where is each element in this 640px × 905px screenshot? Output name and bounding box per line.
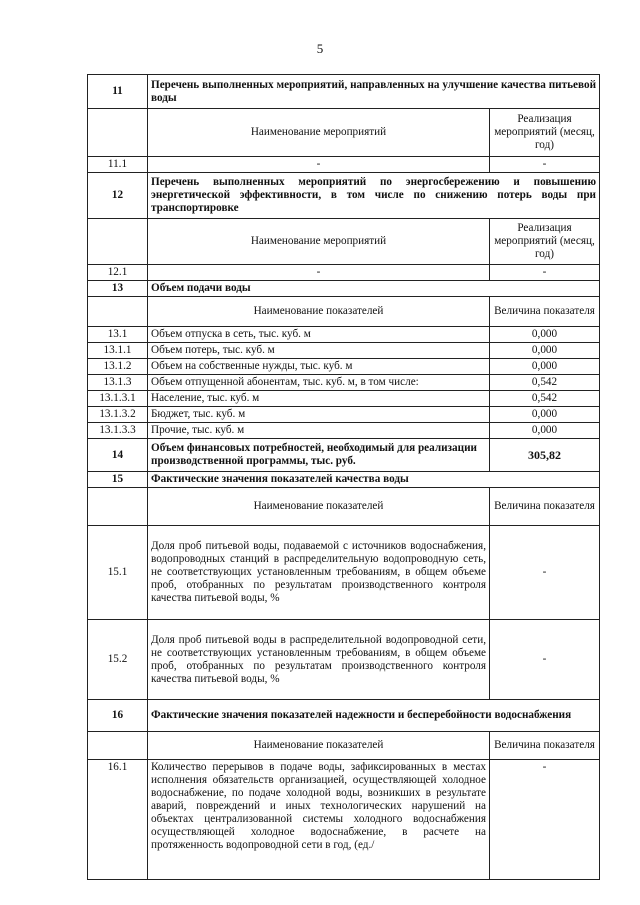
table-row xyxy=(88,620,600,700)
section-title: Фактические значения показателей надежности и бесперебойности водоснабжения xyxy=(148,700,600,732)
row-value: - xyxy=(490,265,600,281)
section-title: Объем подачи воды xyxy=(148,281,600,297)
row-number: 12.1 xyxy=(88,265,148,281)
row-name: - xyxy=(148,265,490,281)
table-row xyxy=(88,157,600,173)
row-value: 0,000 xyxy=(490,359,600,375)
section-number: 14 xyxy=(88,439,148,472)
row-name: Прочие, тыс. куб. м xyxy=(148,423,490,439)
program-table xyxy=(87,74,600,880)
row-number: 13.1 xyxy=(88,327,148,343)
section-number: 11 xyxy=(88,75,148,109)
section-title: Объем финансовых потребностей, необходимый для реализации производственной программы, тыс. руб. xyxy=(148,439,490,472)
row-number: 15.1 xyxy=(88,526,148,620)
row-value: 0,000 xyxy=(490,343,600,359)
section-13-header-row xyxy=(88,297,600,327)
row-name: Население, тыс. куб. м xyxy=(148,391,490,407)
row-value: 0,000 xyxy=(490,407,600,423)
row-value: - xyxy=(490,620,600,700)
row-value: 0,542 xyxy=(490,391,600,407)
row-number: 13.1.2 xyxy=(88,359,148,375)
section-11-title-row xyxy=(88,75,600,109)
section-12-header-row xyxy=(88,219,600,265)
section-number: 15 xyxy=(88,472,148,488)
row-name: Бюджет, тыс. куб. м xyxy=(148,407,490,423)
row-number: 16.1 xyxy=(88,760,148,880)
table-row xyxy=(88,343,600,359)
row-number: 13.1.3.1 xyxy=(88,391,148,407)
section-11-header-row xyxy=(88,109,600,157)
row-number: 15.2 xyxy=(88,620,148,700)
column-header-value: Величина показателя xyxy=(490,297,600,327)
row-value: 0,542 xyxy=(490,375,600,391)
section-16-header-row xyxy=(88,732,600,760)
section-12-title-row xyxy=(88,173,600,219)
section-16-title-row xyxy=(88,700,600,732)
section-15-title-row xyxy=(88,472,600,488)
section-13-title-row xyxy=(88,281,600,297)
column-header-value: Реализация мероприятий (месяц, год) xyxy=(490,109,600,157)
table-row xyxy=(88,359,600,375)
row-number: 13.1.3.2 xyxy=(88,407,148,423)
row-value: - xyxy=(490,157,600,173)
row-number: 13.1.1 xyxy=(88,343,148,359)
table-row xyxy=(88,265,600,281)
row-name: Количество перерывов в подаче воды, зафиксированных в местах исполнения обязательств организацией, осуществляющей холодное водоснабжение, по подаче холодной воды, возникших в результате аварий, повреждений и иных технологических нарушений на объектах централизованной системы холодного водоснабжения осуществляющей холодное водоснабжение, в расчете на протяженность водопроводной сети в год, (ед./ xyxy=(148,760,490,880)
section-title: Фактические значения показателей качества воды xyxy=(148,472,600,488)
row-value: - xyxy=(490,760,600,880)
table-row xyxy=(88,760,600,880)
section-title: Перечень выполненных мероприятий по энергосбережению и повышению энергетической эффективности, в том числе по снижению потерь воды при транспортировке xyxy=(148,173,600,219)
row-name: Объем отпуска в сеть, тыс. куб. м xyxy=(148,327,490,343)
column-header-name: Наименование показателей xyxy=(148,297,490,327)
section-number: 13 xyxy=(88,281,148,297)
row-name: Доля проб питьевой воды, подаваемой с источников водоснабжения, водопроводных станций в распределительную водопроводную сеть, не соответствующих установленным требованиям, в общем объеме проб, отобранных по результатам производственного контроля качества питьевой воды, % xyxy=(148,526,490,620)
column-header-name: Наименование показателей xyxy=(148,732,490,760)
section-value: 305,82 xyxy=(490,439,600,472)
section-number: 16 xyxy=(88,700,148,732)
row-number: 13.1.3 xyxy=(88,375,148,391)
row-number: 13.1.3.3 xyxy=(88,423,148,439)
table-row xyxy=(88,526,600,620)
row-value: - xyxy=(490,526,600,620)
section-title: Перечень выполненных мероприятий, направленных на улучшение качества питьевой воды xyxy=(148,75,600,109)
row-name: Объем на собственные нужды, тыс. куб. м xyxy=(148,359,490,375)
section-number: 12 xyxy=(88,173,148,219)
column-header-name: Наименование мероприятий xyxy=(148,219,490,265)
section-15-header-row xyxy=(88,488,600,526)
page-number: 5 xyxy=(316,41,324,56)
table-row xyxy=(88,423,600,439)
row-value: 0,000 xyxy=(490,327,600,343)
table-row xyxy=(88,375,600,391)
table-row xyxy=(88,327,600,343)
row-name: - xyxy=(148,157,490,173)
row-value: 0,000 xyxy=(490,423,600,439)
column-header-name: Наименование мероприятий xyxy=(148,109,490,157)
column-header-value: Реализация мероприятий (месяц, год) xyxy=(490,219,600,265)
section-14-row xyxy=(88,439,600,472)
row-name: Объем потерь, тыс. куб. м xyxy=(148,343,490,359)
table-row xyxy=(88,407,600,423)
table-row xyxy=(88,391,600,407)
row-name: Объем отпущенной абонентам, тыс. куб. м, в том числе: xyxy=(148,375,490,391)
column-header-value: Величина показателя xyxy=(490,488,600,526)
column-header-name: Наименование показателей xyxy=(148,488,490,526)
column-header-value: Величина показателя xyxy=(490,732,600,760)
row-number: 11.1 xyxy=(88,157,148,173)
row-name: Доля проб питьевой воды в распределительной водопроводной сети, не соответствующих установленным требованиям, в общем объеме проб, отобранных по результатам производственного контроля качества питьевой воды, % xyxy=(148,620,490,700)
